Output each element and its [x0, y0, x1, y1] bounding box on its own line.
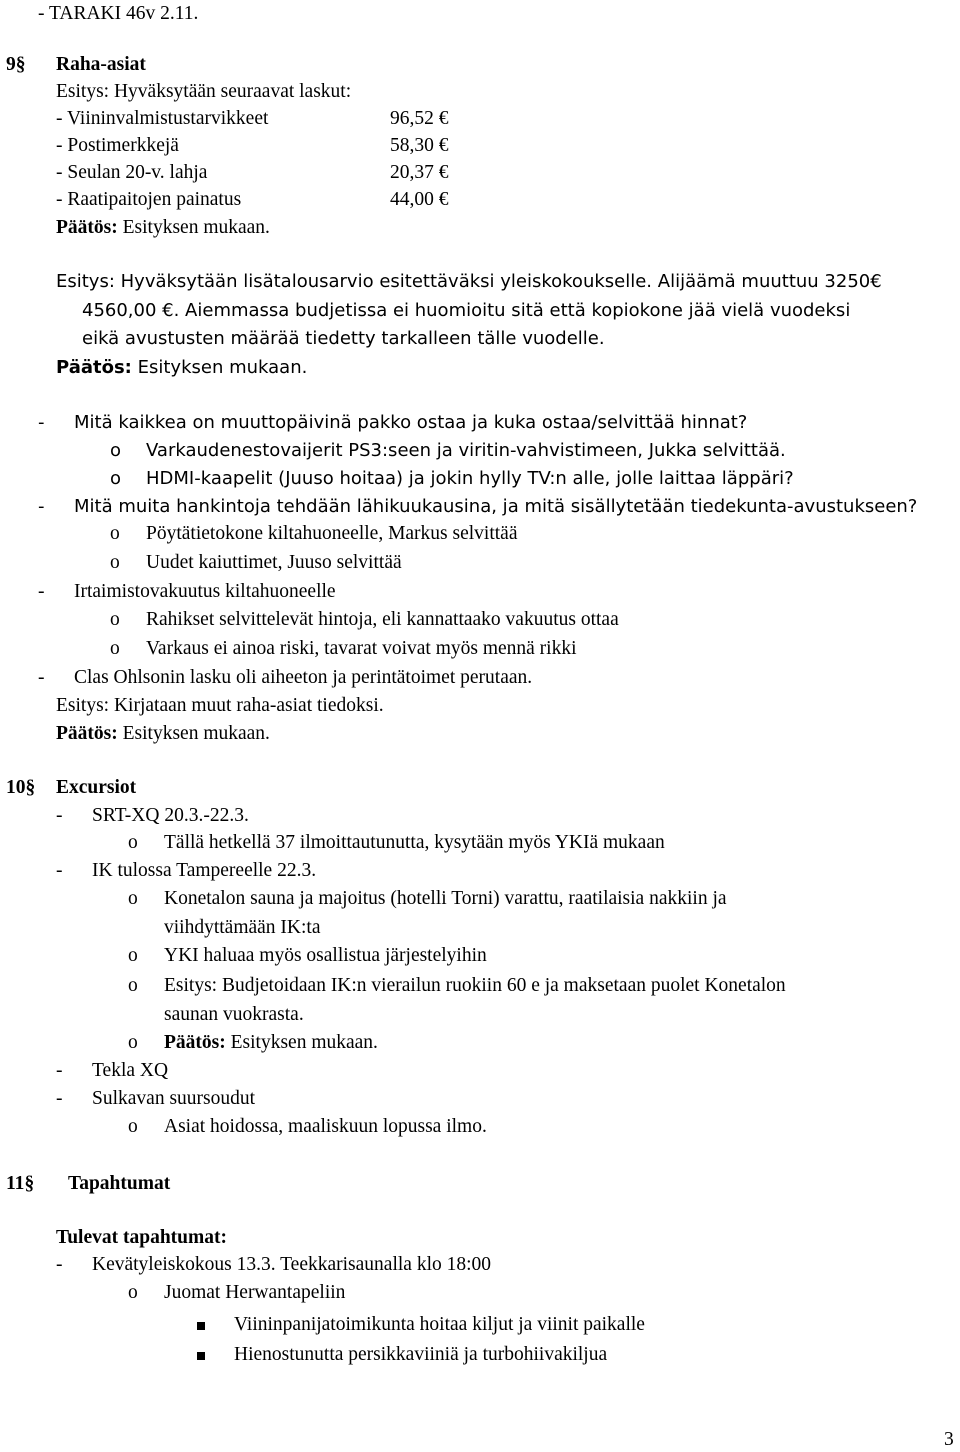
circle-bullet: o [128, 888, 138, 909]
section-10-title: Excursiot [56, 777, 137, 798]
sub-item: YKI haluaa myös osallistua järjestelyihin [164, 945, 487, 966]
sub-item: HDMI-kaapelit (Juuso hoitaa) ja jokin hylly TV:n alle, jolle laittaa läppäri? [146, 468, 794, 489]
circle-bullet: o [110, 440, 122, 461]
sub-item-continuation: saunan vuokrasta. [164, 1004, 304, 1025]
discussion-item: Irtaimistovakuutus kiltahuoneelle [74, 581, 336, 602]
event-item: Kevätyleiskokous 13.3. Teekkarisaunalla klo 18:00 [92, 1254, 492, 1275]
circle-bullet: o [128, 945, 138, 966]
page-number: 3 [944, 1429, 954, 1450]
circle-bullet: o [128, 1282, 138, 1303]
square-bullet-icon [197, 1343, 205, 1367]
decision-line: Päätös: Esityksen mukaan. [56, 217, 270, 238]
sub-sub-item: Hienostunutta persikkaviiniä ja turbohiivakiljua [234, 1344, 608, 1365]
invoice-amount: 96,52 € [390, 108, 449, 129]
invoice-amount: 44,00 € [390, 189, 449, 210]
sub-sub-item: Viininpanijatoimikunta hoitaa kiljut ja viinit paikalle [234, 1314, 645, 1335]
dash-bullet: - [38, 496, 45, 517]
dash-bullet: - [38, 667, 45, 688]
circle-bullet: o [128, 1032, 138, 1053]
sub-item: Konetalon sauna ja majoitus (hotelli Torni) varattu, raatilaisia nakkiin ja [164, 888, 727, 909]
circle-bullet: o [110, 523, 120, 544]
section-9-number: 9§ [6, 54, 26, 75]
invoice-amount: 58,30 € [390, 135, 449, 156]
sub-item: Varkaus ei ainoa riski, tavarat voivat myös mennä rikki [146, 638, 577, 659]
discussion-item: Clas Ohlsonin lasku oli aiheeton ja perintätoimet perutaan. [74, 667, 533, 688]
dash-bullet: - [38, 412, 45, 433]
decision-line: Päätös: Esityksen mukaan. [56, 723, 270, 744]
decision-line: Päätös: Esityksen mukaan. [56, 357, 308, 378]
circle-bullet: o [128, 975, 138, 996]
section-10-number: 10§ [6, 777, 36, 798]
circle-bullet: o [128, 1116, 138, 1137]
sub-item: Rahikset selvittelevät hintoja, eli kannattaako vakuutus ottaa [146, 609, 619, 630]
sub-item: Uudet kaiuttimet, Juuso selvittää [146, 552, 402, 573]
circle-bullet: o [110, 552, 120, 573]
invoice-label: - Viininvalmistustarvikkeet [56, 108, 269, 129]
budget-proposal-line: 4560,00 €. Aiemmassa budjetissa ei huomioitu sitä että kopiokone jää vielä vuodeksi [82, 300, 851, 321]
section-11-title: Tapahtumat [68, 1173, 171, 1194]
invoice-label: - Seulan 20-v. lahja [56, 162, 208, 183]
header-line: - TARAKI 46v 2.11. [38, 3, 199, 24]
sub-item: Esitys: Budjetoidaan IK:n vierailun ruokiin 60 e ja maksetaan puolet Konetalon [164, 975, 786, 996]
upcoming-events-heading: Tulevat tapahtumat: [56, 1227, 228, 1248]
sub-item-continuation: viihdyttämään IK:ta [164, 917, 321, 938]
invoice-label: - Raatipaitojen painatus [56, 189, 242, 210]
circle-bullet: o [110, 638, 120, 659]
invoice-label: - Postimerkkejä [56, 135, 179, 156]
dash-bullet: - [56, 1254, 63, 1275]
sub-item: Asiat hoidossa, maaliskuun lopussa ilmo. [164, 1116, 487, 1137]
sub-item: Pöytätietokone kiltahuoneelle, Markus selvittää [146, 523, 518, 544]
invoice-proposal: Esitys: Hyväksytään seuraavat laskut: [56, 81, 352, 102]
budget-proposal-line: Esitys: Hyväksytään lisätalousarvio esitettäväksi yleiskokoukselle. Alijäämä muuttuu 3250€ [56, 271, 882, 292]
dash-bullet: - [38, 581, 45, 602]
sub-item: Tällä hetkellä 37 ilmoittautunutta, kysytään myös YKIä mukaan [164, 832, 665, 853]
circle-bullet: o [128, 832, 138, 853]
circle-bullet: o [110, 609, 120, 630]
decision-line: Päätös: Esityksen mukaan. [164, 1032, 378, 1053]
excursion-item: IK tulossa Tampereelle 22.3. [92, 860, 317, 881]
section-11-number: 11§ [6, 1173, 35, 1194]
sub-item: Varkaudenestovaijerit PS3:seen ja viritin-vahvistimeen, Jukka selvittää. [146, 440, 786, 461]
proposal-line: Esitys: Kirjataan muut raha-asiat tiedoksi. [56, 695, 384, 716]
discussion-item: Mitä kaikkea on muuttopäivinä pakko ostaa ja kuka ostaa/selvittää hinnat? [74, 412, 748, 433]
invoice-amount: 20,37 € [390, 162, 449, 183]
excursion-item: Sulkavan suursoudut [92, 1088, 256, 1109]
square-bullet-icon [197, 1313, 205, 1337]
dash-bullet: - [56, 860, 63, 881]
excursion-item: Tekla XQ [92, 1060, 169, 1081]
section-9-title: Raha-asiat [56, 54, 146, 75]
dash-bullet: - [56, 805, 63, 826]
circle-bullet: o [110, 468, 122, 489]
discussion-item: Mitä muita hankintoja tehdään lähikuukausina, ja mitä sisällytetään tiedekunta-avustukseen? [74, 496, 918, 517]
budget-proposal-line: eikä avustusten määrää tiedetty tarkalleen tälle vuodelle. [82, 328, 605, 349]
excursion-item: SRT-XQ 20.3.-22.3. [92, 805, 249, 826]
dash-bullet: - [56, 1060, 63, 1081]
dash-bullet: - [56, 1088, 63, 1109]
sub-item: Juomat Herwantapeliin [164, 1282, 346, 1303]
